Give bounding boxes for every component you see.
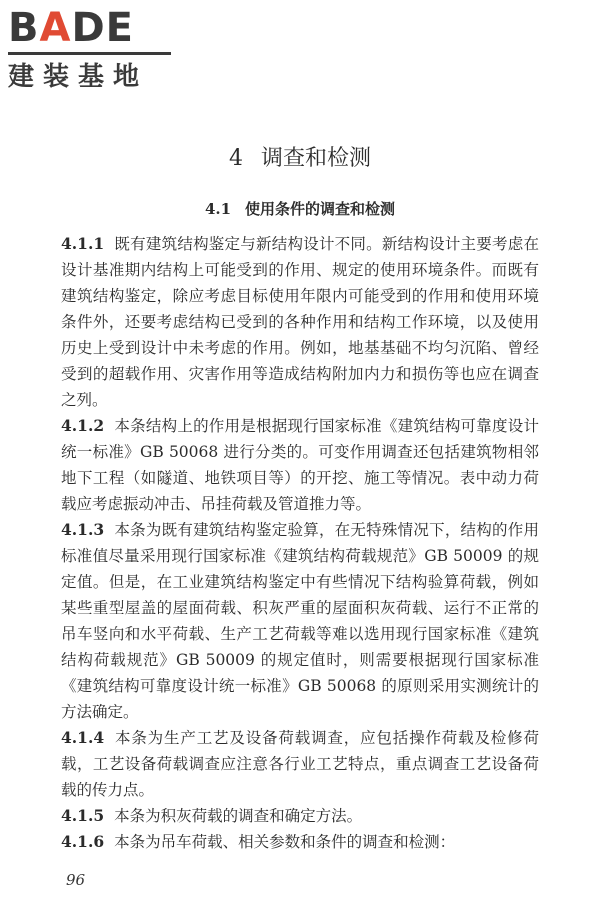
logo-subtitle: 建装基地	[8, 62, 149, 92]
section-title	[0, 198, 600, 220]
logo-letter-b: B	[8, 5, 40, 51]
clause-number: 4.1.4	[61, 728, 105, 747]
chapter-title-text: 调查和检测	[260, 146, 371, 171]
chapter-number: 4	[228, 146, 243, 171]
clause-text: 本条为生产工艺及设备荷载调查，应包括操作荷载及检修荷载，工艺设备荷载调查应注意各行业工艺特点，重点调查工艺设备荷载的传力点。	[61, 729, 539, 799]
clause-number: 4.1.2	[61, 416, 105, 435]
clause-4-1-1	[61, 231, 539, 413]
logo-letter-a-accent: A	[39, 5, 72, 51]
logo-wordmark	[8, 6, 134, 50]
clause-4-1-4	[61, 725, 539, 803]
clause-4-1-5	[61, 803, 539, 829]
section-number: 4.1	[204, 200, 232, 218]
clause-number: 4.1.3	[61, 520, 105, 539]
clause-text: 本条结构上的作用是根据现行国家标准《建筑结构可靠度设计统一标准》GB 50068 进行分类的。可变作用调查还包括建筑物相邻地下工程（如隧道、地铁项目等）的开挖、施工等情况。表中动力荷载应考虑振动冲击、吊挂荷载及管道推力等。	[61, 417, 539, 513]
clause-text: 既有建筑结构鉴定与新结构设计不同。新结构设计主要考虑在设计基准期内结构上可能受到的作用、规定的使用环境条件。而既有建筑结构鉴定，除应考虑目标使用年限内可能受到的作用和使用环境条件外，还要考虑结构已受到的各种作用和结构工作环境，以及使用历史上受到设计中未考虑的作用。例如，地基基础不均匀沉陷、曾经受到的超载作用、灾害作用等造成结构附加内力和损伤等也应在调查之列。	[61, 235, 539, 409]
clause-number: 4.1.5	[61, 806, 105, 825]
body-text	[61, 231, 539, 855]
chapter-title	[0, 144, 600, 174]
clause-text: 本条为积灰荷载的调查和确定方法。	[114, 807, 363, 825]
clause-number: 4.1.1	[61, 234, 105, 253]
page-number: 96	[66, 871, 86, 889]
clause-text: 本条为既有建筑结构鉴定验算，在无特殊情况下，结构的作用标准值尽量采用现行国家标准《建筑结构荷载规范》GB 50009 的规定值。但是，在工业建筑结构鉴定中有些情况下结构验算荷载，例如某些重型屋盖的屋面荷载、积灰严重的屋面积灰荷载、运行不正常的吊车竖向和水平荷载、生产工艺荷载等难以选用现行国家标准《建筑结构荷载规范》GB 50009 的规定值时，则需要根据现行国家标准《建筑结构可靠度设计统一标准》GB 50068 的原则采用实测统计的方法确定。	[61, 521, 539, 721]
logo-divider	[8, 52, 171, 55]
clause-number: 4.1.6	[61, 832, 105, 851]
publisher-logo	[8, 6, 176, 98]
clause-text: 本条为吊车荷载、相关参数和条件的调查和检测：	[114, 833, 456, 851]
clause-4-1-6	[61, 829, 539, 855]
clause-4-1-2	[61, 413, 539, 517]
clause-4-1-3	[61, 517, 539, 725]
logo-letters-de: DE	[71, 5, 134, 51]
section-title-text: 使用条件的调查和检测	[245, 200, 396, 218]
